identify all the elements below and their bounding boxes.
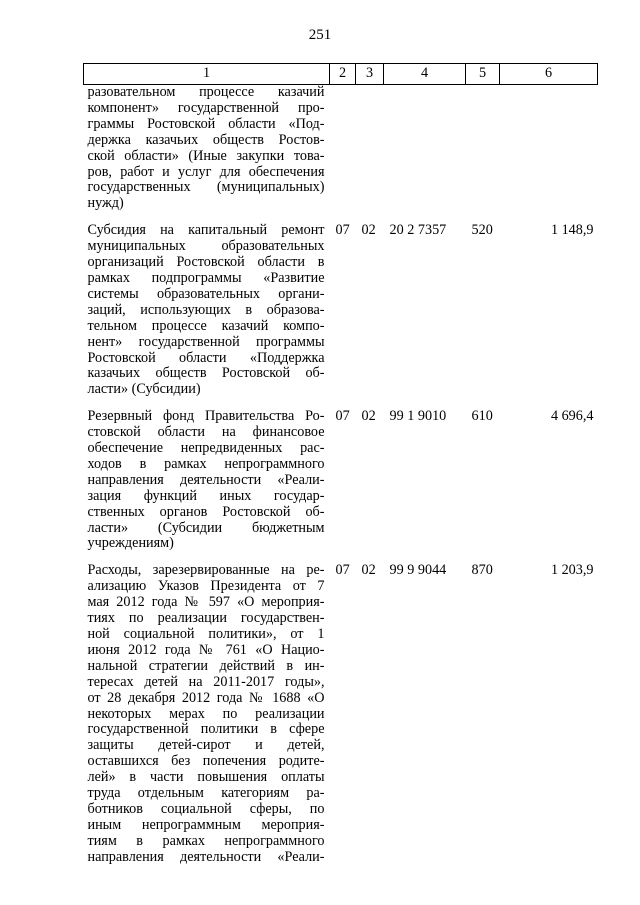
header-col-3: 3 [356, 64, 384, 85]
row-description [84, 409, 330, 563]
section-code [330, 85, 356, 224]
description-line: Резервный фонд Правительства Ро- [87, 408, 325, 425]
description-line: ботников социальной сферы, по [87, 800, 325, 817]
description-line: ской области» (Иные закупки това- [87, 147, 325, 164]
description-line: учреждениям) [87, 535, 174, 552]
description-line: тиях по реализации государствен- [87, 610, 325, 627]
description-line: труда отдельным категориям ра- [87, 785, 325, 802]
row-description [84, 563, 330, 876]
description-line: компонент» государственной про- [87, 99, 325, 116]
row-description [84, 85, 330, 224]
description-line: рамках подпрограммы «Развитие [87, 269, 325, 286]
target-article-code: 20 2 7357 [389, 222, 447, 239]
table-header-row [84, 64, 598, 85]
target-article-code [384, 85, 466, 224]
description-line: ласти» (Субсидии бюджетным [87, 519, 325, 536]
description-line: нент» государственной программы [87, 333, 325, 350]
description-line: ласти» (Субсидии) [87, 381, 201, 398]
expense-type-code [466, 85, 500, 224]
description-line: разовательном процессе казачий [87, 84, 325, 100]
description-line: зация функций иных государ- [87, 487, 325, 504]
subsection-code: 02 [361, 222, 376, 239]
header-col-5: 5 [466, 64, 500, 85]
description-line: граммы Ростовской области «Под- [87, 115, 325, 132]
description-line: ственных органов Ростовской об- [87, 503, 325, 520]
row-description [84, 223, 330, 409]
subsection-code: 02 [361, 562, 376, 579]
section-code: 07 [335, 222, 350, 239]
description-line: государственных (муниципальных) [87, 179, 325, 196]
description-line: заций, использующих в образова- [87, 301, 325, 318]
expense-type-code: 610 [471, 408, 493, 425]
amount [500, 85, 598, 224]
amount: 1 203,9 [550, 562, 594, 579]
subsection-code: 02 [361, 408, 376, 425]
description-line: обеспечение непредвиденных рас- [87, 440, 325, 457]
amount: 4 696,4 [550, 408, 594, 425]
section-code: 07 [335, 408, 350, 425]
table-row [84, 223, 598, 409]
description-line: направления деятельности «Реали- [87, 471, 325, 488]
description-line: оставшихся без попечения родите- [87, 753, 325, 770]
expense-type-code: 870 [471, 562, 493, 579]
description-line: ализацию Указов Президента от 7 [87, 578, 325, 595]
table-row [84, 563, 598, 876]
description-line: стовской области на финансовое [87, 424, 325, 441]
description-line: июня 2012 года № 761 «О Нацио- [87, 641, 325, 658]
description-line: от 28 декабря 2012 года № 1688 «О [87, 689, 325, 706]
description-line: держка казачьих обществ Ростов- [87, 131, 325, 148]
description-line: лей» в части повышения оплаты [87, 769, 325, 786]
description-line: казачьих обществ Ростовской об- [87, 365, 325, 382]
description-line: некоторых мерах по реализации [87, 705, 325, 722]
amount: 1 148,9 [550, 222, 594, 239]
description-line: мая 2012 года № 597 «О мероприя- [87, 594, 325, 611]
table-row [84, 85, 598, 224]
subsection-code [356, 85, 384, 224]
description-line: иным непрограммным мероприя- [87, 816, 325, 833]
header-col-1: 1 [84, 64, 330, 85]
budget-table [83, 63, 598, 877]
target-article-code: 99 1 9010 [389, 408, 447, 425]
description-line: нужд) [87, 195, 124, 212]
header-col-4: 4 [384, 64, 466, 85]
description-line: Расходы, зарезервированные на ре- [87, 562, 325, 579]
description-line: тиям в рамках непрограммного [87, 832, 325, 849]
description-line: ходов в рамках непрограммного [87, 455, 325, 472]
description-line: тельном процессе казачий компо- [87, 317, 325, 334]
description-line: направления деятельности «Реали- [87, 848, 325, 865]
section-code: 07 [335, 562, 350, 579]
description-line: нальной стратегии действий в ин- [87, 657, 325, 674]
expense-type-code: 520 [471, 222, 493, 239]
description-line: Субсидия на капитальный ремонт [87, 222, 325, 239]
description-line: Ростовской области «Поддержка [87, 349, 325, 366]
description-line: ной социальной политики», от 1 [87, 626, 325, 642]
description-line: ров, работ и услуг для обеспечения [87, 163, 325, 180]
description-line: тересах детей на 2011-2017 годы», [87, 673, 325, 690]
page-number: 251 [308, 27, 332, 43]
description-line: системы образовательных органи- [87, 285, 325, 302]
header-col-6: 6 [500, 64, 598, 85]
description-line: организаций Ростовской области в [87, 254, 325, 271]
description-line: защиты детей-сирот и детей, [87, 737, 325, 754]
target-article-code: 99 9 9044 [389, 562, 447, 579]
table-row [84, 409, 598, 563]
description-line: муниципальных образовательных [87, 238, 325, 255]
header-col-2: 2 [330, 64, 356, 85]
description-line: государственной политики в сфере [87, 721, 325, 738]
